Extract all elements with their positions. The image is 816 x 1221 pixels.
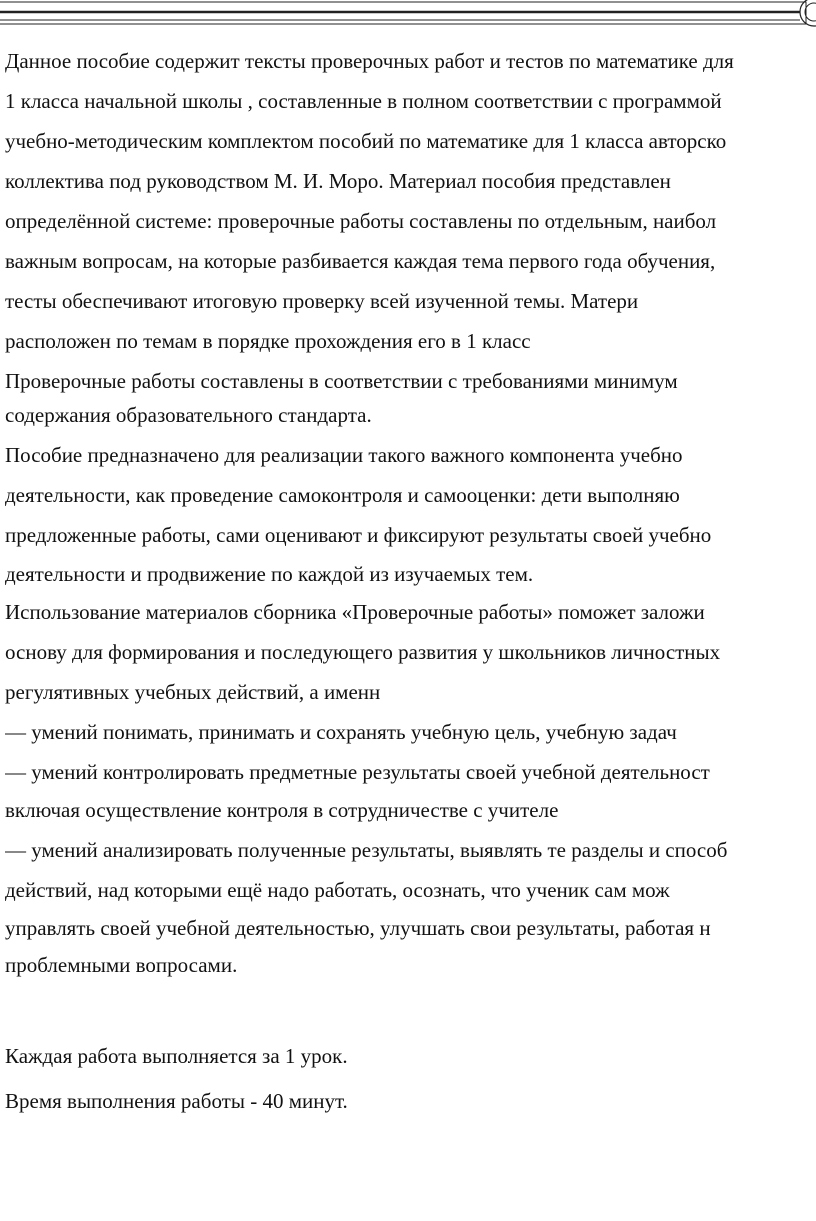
text-line: — умений анализировать полученные результаты, выявлять те разделы и способ	[5, 838, 728, 862]
text-line: регулятивных учебных действий, а именн	[5, 680, 381, 704]
text-line: расположен по темам в порядке прохождения его в 1 класс	[5, 329, 531, 353]
text-line: тесты обеспечивают итоговую проверку всей изученной темы. Матери	[5, 289, 639, 313]
text-line: предложенные работы, сами оценивают и фиксируют результаты своей учебно	[5, 523, 712, 547]
text-line: учебно-методическим комплектом пособий по математике для 1 класса авторско	[5, 129, 727, 153]
text-line: содержания образовательного стандарта.	[5, 403, 372, 427]
text-line: 1 класса начальной школы , составленные в полном соответствии с программой	[5, 89, 722, 113]
text-line: Время выполнения работы - 40 минут.	[5, 1089, 348, 1113]
text-line: действий, над которыми ещё надо работать, осознать, что ученик сам мож	[5, 878, 670, 902]
text-line: Использование материалов сборника «Проверочные работы» поможет заложи	[5, 600, 705, 624]
text-line: включая осуществление контроля в сотрудничестве с учителе	[5, 798, 559, 822]
text-line: важным вопросам, на которые разбивается каждая тема первого года обучения,	[5, 249, 716, 273]
text-line: — умений понимать, принимать и сохранять учебную цель, учебную задач	[5, 720, 677, 744]
text-line: проблемными вопросами.	[5, 953, 238, 977]
text-line: Данное пособие содержит тексты проверочных работ и тестов по математике для	[5, 49, 734, 73]
text-line: определённой системе: проверочные работы составлены по отдельным, наибол	[5, 209, 717, 233]
text-line: деятельности, как проведение самоконтроля и самооценки: дети выполняю	[5, 483, 680, 507]
text-line: Пособие предназначено для реализации такого важного компонента учебно	[5, 443, 683, 467]
text-line: Каждая работа выполняется за 1 урок.	[5, 1044, 348, 1068]
text-line: Проверочные работы составлены в соответствии с требованиями минимум	[5, 369, 678, 393]
text-line: — умений контролировать предметные результаты своей учебной деятельност	[5, 760, 710, 784]
text-line: деятельности и продвижение по каждой из изучаемых тем.	[5, 562, 534, 586]
text-line: управлять своей учебной деятельностью, улучшать свои результаты, работая н	[5, 916, 711, 940]
text-line: коллектива под руководством М. И. Моро. Материал пособия представлен	[5, 169, 671, 193]
text-line: основу для формирования и последующего развития у школьников личностных	[5, 640, 721, 664]
